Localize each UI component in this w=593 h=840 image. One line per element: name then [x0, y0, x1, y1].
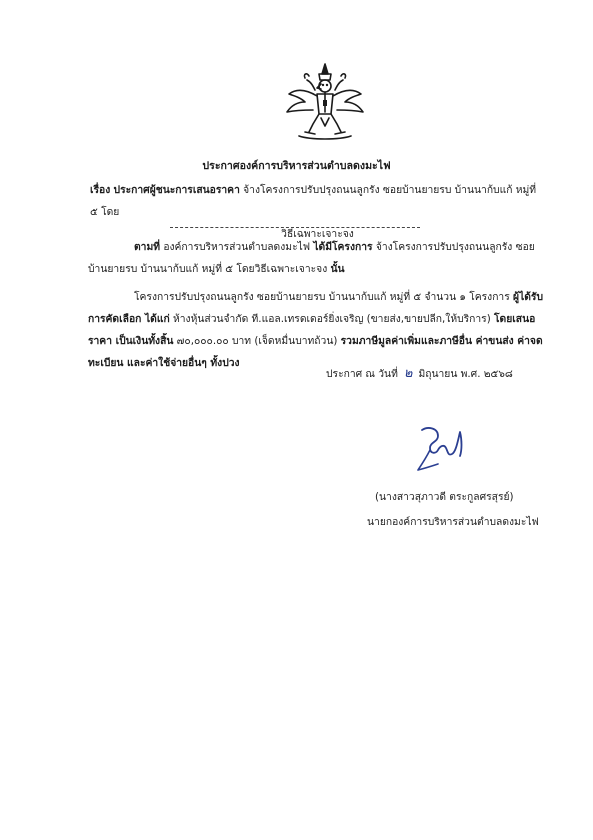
paragraph-2 — [88, 286, 553, 374]
paragraph-2-bold3: รวมภาษีมูลค่าเพิ่มและภาษีอื่น ค่าขนส่ง ค่าจดทะเบียน และค่าใช้จ่ายอื่นๆ ทั้งปวง — [88, 335, 543, 369]
paragraph-1-text1: องค์การบริหารส่วนตำบลดงมะไฟ — [163, 241, 311, 253]
paragraph-2-bold2: โดยเสนอราคา เป็นเงินทั้งสิ้น — [88, 313, 536, 347]
date-prefix: ประกาศ ณ วันที่ — [326, 368, 398, 380]
date-day: ๒ — [403, 366, 413, 381]
subject-line2: วิธีเฉพาะเจาะจง — [281, 228, 354, 240]
paragraph-2-text1: โครงการปรับปรุงถนนลูกรัง ซอยบ้านยายรบ บ้านนาก้บแก้ หมู่ที่ ๕ จำนวน ๑ โครงการ — [134, 291, 510, 303]
subject-bold-text: ประกาศผู้ชนะการเสนอราคา — [113, 184, 240, 196]
paragraph-2-bold1: ผู้ได้รับการคัดเลือก ได้แก่ — [88, 291, 543, 325]
paragraph-1-bold2: นั้น — [330, 263, 345, 275]
paragraph-2-text2: ห้างหุ้นส่วนจำกัด ที.แอล.เทรดเดอร์ยิ่งเจริญ (ขายส่ง,ขายปลีก,ให้บริการ) — [172, 313, 491, 325]
paragraph-1-text2: จ้างโครงการปรับปรุงถนนลูกรัง ซอยบ้านยายรบ บ้านนาก้บแก้ หมู่ที่ ๕ โดยวิธีเฉพาะเจาะจง — [88, 241, 535, 275]
subject-text: จ้างโครงการปรับปรุงถนนลูกรัง ซอยบ้านยายรบ บ้านนาก้บแก้ หมู่ที่ ๕ โดย — [90, 184, 537, 218]
page-title: ประกาศองค์การบริหารส่วนตำบลดงมะไฟ — [202, 160, 391, 172]
date-month-year: มิถุนายน พ.ศ. ๒๕๖๘ — [418, 368, 513, 380]
paragraph-1-lead: ตามที่ — [134, 241, 161, 253]
announcement-date — [326, 362, 513, 383]
subject-label: เรื่อง — [90, 184, 111, 196]
signer-title: นายกองค์การบริหารส่วนตำบลดงมะไฟ — [367, 516, 539, 528]
paragraph-1-bold1: ได้มีโครงการ — [313, 241, 373, 253]
divider — [170, 227, 420, 228]
signer-name: (นางสาวสุภาวดี ตระกูลศรสุรย์) — [375, 491, 514, 503]
paragraph-2-text3: ๗๐,๐๐๐.๐๐ บาท (เจ็ดหมื่นบาทถ้วน) — [176, 335, 338, 347]
paragraph-1 — [88, 236, 553, 280]
garuda-emblem-icon — [283, 60, 367, 144]
signature-icon — [408, 420, 478, 480]
